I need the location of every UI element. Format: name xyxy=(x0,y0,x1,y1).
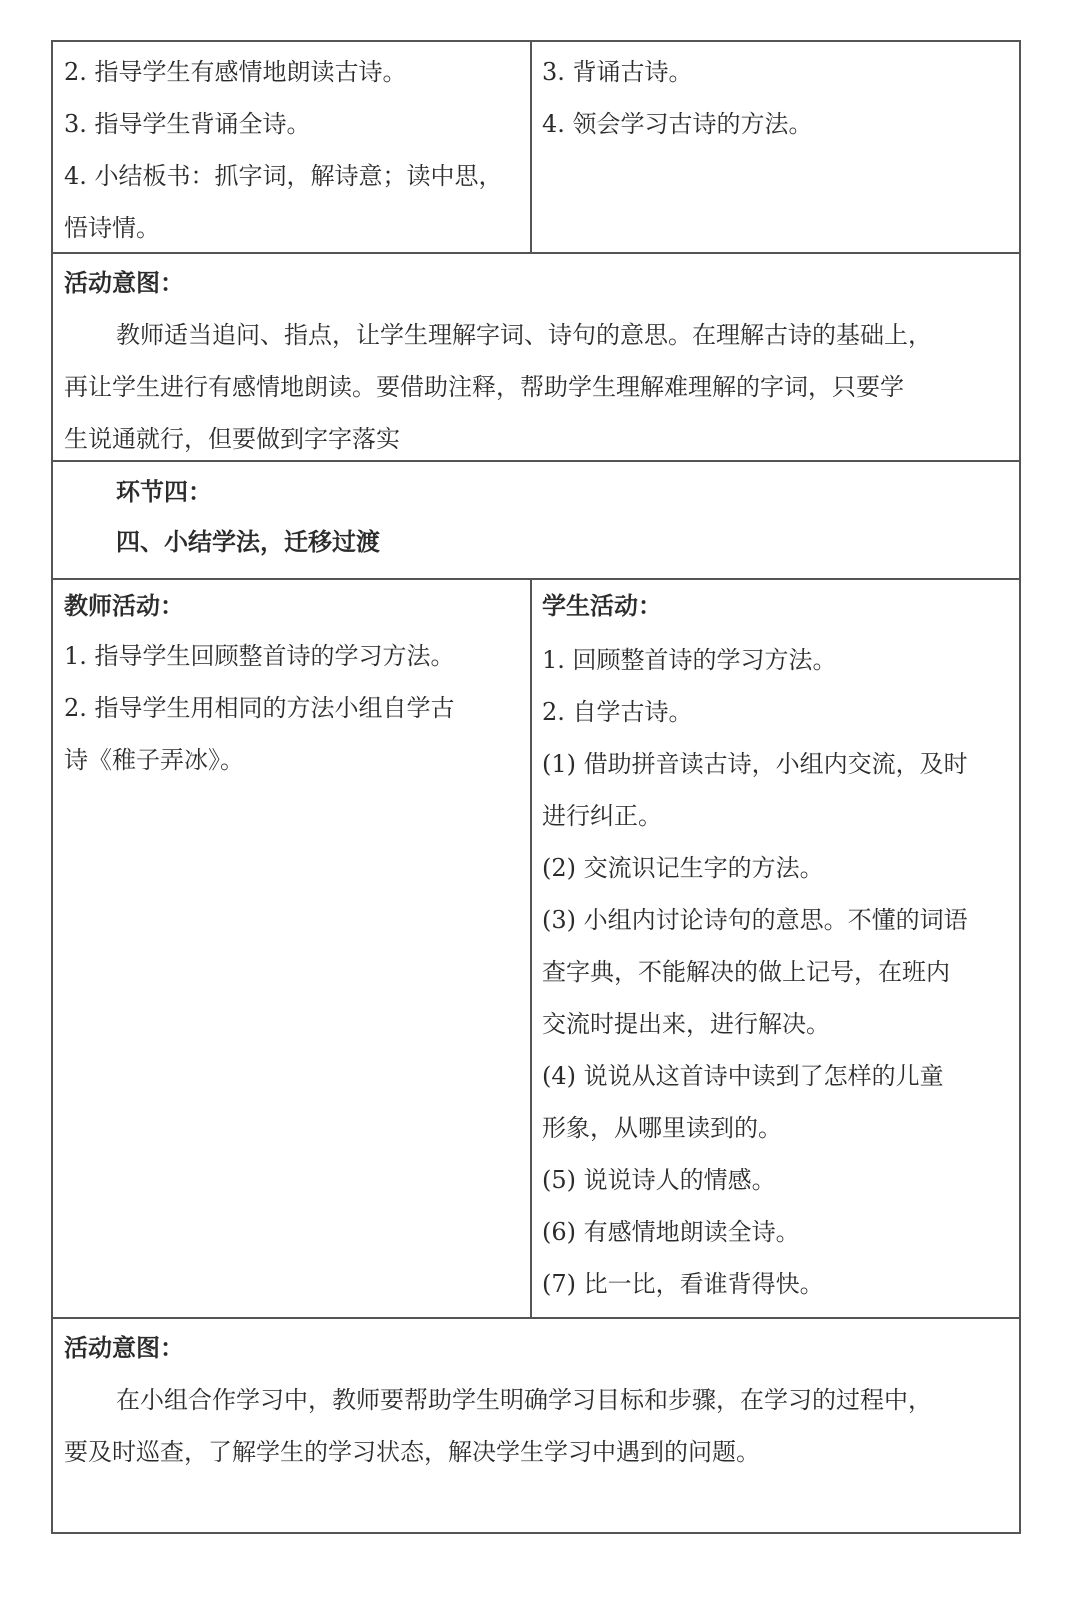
intent-text-line: 生说通就行，但要做到字字落实 xyxy=(64,425,400,453)
intent-text-line: 要及时巡查，了解学生的学习状态，解决学生学习中遇到的问题。 xyxy=(64,1438,760,1466)
student-activity-line: (7) 比一比，看谁背得快。 xyxy=(542,1270,824,1298)
activity-intent-2 xyxy=(64,1322,1012,1478)
student-activity-line: 形象，从哪里读到的。 xyxy=(542,1114,782,1142)
student-activity-line: (5) 说说诗人的情感。 xyxy=(542,1166,776,1194)
teacher-step-4: 4. 小结板书：抓字词，解诗意；读中思， xyxy=(64,162,503,190)
teacher-step-4-cont: 悟诗情。 xyxy=(64,214,160,242)
student-activity-line: (3) 小组内讨论诗句的意思。不懂的词语 xyxy=(542,906,968,934)
student-activity-line: (2) 交流识记生字的方法。 xyxy=(542,854,824,882)
student-activity-line: 2. 自学古诗。 xyxy=(542,698,693,726)
teacher-activity xyxy=(64,582,524,786)
row-divider xyxy=(53,1317,1019,1319)
student-activity-line: 查字典，不能解决的做上记号，在班内 xyxy=(542,958,950,986)
student-activity-line: 交流时提出来，进行解决。 xyxy=(542,1010,830,1038)
column-divider xyxy=(530,578,532,1317)
lesson-plan-table xyxy=(51,40,1021,1534)
row-divider xyxy=(53,578,1019,580)
student-activity-line: 进行纠正。 xyxy=(542,802,662,830)
intent-text-line: 教师适当追问、指点，让学生理解字词、诗句的意思。在理解古诗的基础上， xyxy=(116,321,932,349)
teacher-step-3: 3. 指导学生背诵全诗。 xyxy=(64,110,311,138)
teacher-activity-line: 诗《稚子弄冰》。 xyxy=(64,746,244,774)
student-activity-label: 学生活动： xyxy=(542,591,662,620)
section-title: 四、小结学法，迁移过渡 xyxy=(116,527,380,556)
student-steps-continued xyxy=(542,46,1012,150)
section-label: 环节四： xyxy=(116,477,212,506)
intent-label: 活动意图： xyxy=(64,1333,184,1362)
activity-intent-1 xyxy=(64,257,1012,465)
student-activity-line: (1) 借助拼音读古诗，小组内交流，及时 xyxy=(542,750,968,778)
student-step-4: 4. 领会学习古诗的方法。 xyxy=(542,110,813,138)
student-activity-line: 1. 回顾整首诗的学习方法。 xyxy=(542,646,837,674)
student-activity xyxy=(542,582,1012,1310)
column-divider-top xyxy=(530,42,532,252)
student-activity-line: (4) 说说从这首诗中读到了怎样的儿童 xyxy=(542,1062,944,1090)
student-step-3: 3. 背诵古诗。 xyxy=(542,58,693,86)
teacher-step-2: 2. 指导学生有感情地朗读古诗。 xyxy=(64,58,407,86)
teacher-activity-line: 2. 指导学生用相同的方法小组自学古 xyxy=(64,694,455,722)
teacher-activity-label: 教师活动： xyxy=(64,591,184,620)
row-divider xyxy=(53,460,1019,462)
section-header xyxy=(116,467,996,567)
intent-text-line: 在小组合作学习中，教师要帮助学生明确学习目标和步骤，在学习的过程中， xyxy=(116,1386,932,1414)
intent-label: 活动意图： xyxy=(64,268,184,297)
row-divider xyxy=(53,252,1019,254)
teacher-steps-continued xyxy=(64,46,524,254)
teacher-activity-line: 1. 指导学生回顾整首诗的学习方法。 xyxy=(64,642,455,670)
student-activity-line: (6) 有感情地朗读全诗。 xyxy=(542,1218,800,1246)
intent-text-line: 再让学生进行有感情地朗读。要借助注释，帮助学生理解难理解的字词，只要学 xyxy=(64,373,904,401)
